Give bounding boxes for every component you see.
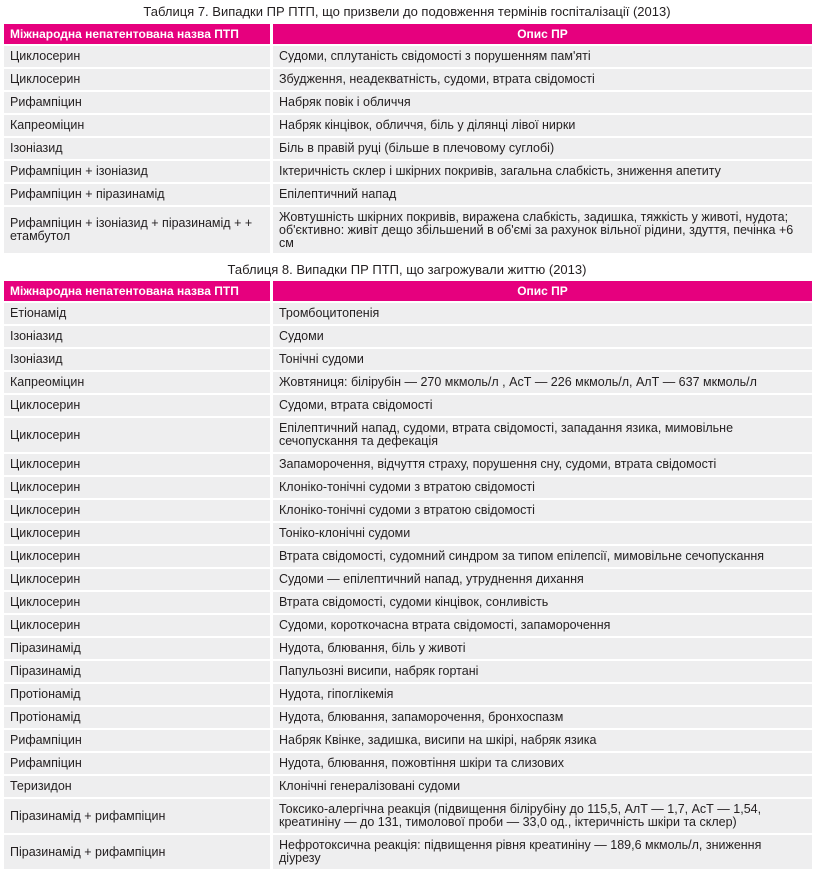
- drug-name-cell: Піразинамід + рифампіцин: [4, 835, 270, 869]
- table-row: [4, 138, 812, 159]
- reaction-description-cell: Збудження, неадекватність, судоми, втрата свідомості: [270, 69, 812, 90]
- column-header-name: Міжнародна непатентована назва ПТП: [4, 24, 270, 44]
- reaction-description-cell: Судоми, сплутаність свідомості з порушенням пам'яті: [270, 46, 812, 67]
- table-row: [4, 303, 812, 324]
- reaction-description-cell: Токсико-алергічна реакція (підвищення білірубіну до 115,5, АлТ — 1,7, АсТ — 1,54, креатиніну — до 131, тимолової проби — 33,0 од., іктеричність шкіри та склер): [270, 799, 812, 833]
- drug-name-cell: Ізоніазид: [4, 326, 270, 347]
- table7: [4, 22, 812, 255]
- table-row: [4, 753, 812, 774]
- table-row: [4, 615, 812, 636]
- table-row: [4, 638, 812, 659]
- drug-name-cell: Піразинамід: [4, 638, 270, 659]
- table-row: [4, 523, 812, 544]
- table-row: [4, 92, 812, 113]
- table8: [4, 279, 812, 871]
- table-row: [4, 592, 812, 613]
- table-row: [4, 730, 812, 751]
- drug-name-cell: Циклосерин: [4, 418, 270, 452]
- drug-name-cell: Рифампіцин: [4, 92, 270, 113]
- table8-caption: Таблиця 8. Випадки ПР ПТП, що загрожували життю (2013): [227, 262, 587, 277]
- reaction-description-cell: Епілептичний напад: [270, 184, 812, 205]
- table8-header-row: [4, 281, 812, 301]
- table-row: [4, 69, 812, 90]
- reaction-description-cell: Судоми, короткочасна втрата свідомості, запаморочення: [270, 615, 812, 636]
- table-row: [4, 454, 812, 475]
- drug-name-cell: Теризидон: [4, 776, 270, 797]
- drug-name-cell: Циклосерин: [4, 523, 270, 544]
- reaction-description-cell: Клоніко-тонічні судоми з втратою свідомості: [270, 500, 812, 521]
- drug-name-cell: Етіонамід: [4, 303, 270, 324]
- drug-name-cell: Протіонамід: [4, 684, 270, 705]
- table7-caption: Таблиця 7. Випадки ПР ПТП, що призвели до подовження термінів госпіталізації (2013): [143, 4, 671, 19]
- table-row: [4, 707, 812, 728]
- reaction-description-cell: Тромбоцитопенія: [270, 303, 812, 324]
- drug-name-cell: Ізоніазид: [4, 349, 270, 370]
- drug-name-cell: Циклосерин: [4, 546, 270, 567]
- drug-name-cell: Ізоніазид: [4, 138, 270, 159]
- reaction-description-cell: Папульозні висипи, набряк гортані: [270, 661, 812, 682]
- reaction-description-cell: Тоніко-клонічні судоми: [270, 523, 812, 544]
- table-row: [4, 161, 812, 182]
- table-row: [4, 546, 812, 567]
- table7-body: [4, 46, 812, 253]
- drug-name-cell: Капреоміцин: [4, 115, 270, 136]
- column-header-desc: Опис ПР: [270, 281, 812, 301]
- reaction-description-cell: Клонічні генералізовані судоми: [270, 776, 812, 797]
- reaction-description-cell: Жовтяниця: білірубін — 270 мкмоль/л , АсТ — 226 мкмоль/л, АлТ — 637 мкмоль/л: [270, 372, 812, 393]
- drug-name-cell: Циклосерин: [4, 454, 270, 475]
- table-row: [4, 326, 812, 347]
- reaction-description-cell: Набряк кінцівок, обличчя, біль у ділянці лівої нирки: [270, 115, 812, 136]
- reaction-description-cell: Біль в правій руці (більше в плечовому суглобі): [270, 138, 812, 159]
- reaction-description-cell: Набряк повік і обличчя: [270, 92, 812, 113]
- reaction-description-cell: Нефротоксична реакція: підвищення рівня креатиніну — 189,6 мкмоль/л, зниження діурезу: [270, 835, 812, 869]
- table-row: [4, 372, 812, 393]
- table-row: [4, 395, 812, 416]
- table-row: [4, 418, 812, 452]
- table-row: [4, 115, 812, 136]
- drug-name-cell: Піразинамід: [4, 661, 270, 682]
- table-row: [4, 184, 812, 205]
- reaction-description-cell: Нудота, гіпоглікемія: [270, 684, 812, 705]
- column-header-desc: Опис ПР: [270, 24, 812, 44]
- reaction-description-cell: Іктеричність склер і шкірних покривів, загальна слабкість, зниження апетиту: [270, 161, 812, 182]
- table7-header-row: [4, 24, 812, 44]
- table-row: [4, 835, 812, 869]
- table-row: [4, 776, 812, 797]
- table-row: [4, 569, 812, 590]
- drug-name-cell: Циклосерин: [4, 477, 270, 498]
- reaction-description-cell: Клоніко-тонічні судоми з втратою свідомості: [270, 477, 812, 498]
- drug-name-cell: Циклосерин: [4, 395, 270, 416]
- table-row: [4, 799, 812, 833]
- table-row: [4, 500, 812, 521]
- drug-name-cell: Циклосерин: [4, 615, 270, 636]
- drug-name-cell: Рифампіцин: [4, 730, 270, 751]
- reaction-description-cell: Втрата свідомості, судоми кінцівок, сонливість: [270, 592, 812, 613]
- drug-name-cell: Рифампіцин + ізоніазид + піразинамід + + етамбутол: [4, 207, 270, 253]
- drug-name-cell: Циклосерин: [4, 46, 270, 67]
- table-row: [4, 46, 812, 67]
- reaction-description-cell: Судоми — епілептичний напад, утруднення дихання: [270, 569, 812, 590]
- reaction-description-cell: Жовтушність шкірних покривів, виражена слабкість, задишка, тяжкість у животі, нудота; об'єктивно: живіт дещо збільшений в об'ємі за рахунок вільної рідини, здуття, печінка +6 см: [270, 207, 812, 253]
- table-row: [4, 477, 812, 498]
- reaction-description-cell: Нудота, блювання, біль у животі: [270, 638, 812, 659]
- drug-name-cell: Протіонамід: [4, 707, 270, 728]
- drug-name-cell: Циклосерин: [4, 500, 270, 521]
- drug-name-cell: Капреоміцин: [4, 372, 270, 393]
- reaction-description-cell: Нудота, блювання, запаморочення, бронхоспазм: [270, 707, 812, 728]
- reaction-description-cell: Нудота, блювання, пожовтіння шкіри та слизових: [270, 753, 812, 774]
- drug-name-cell: Циклосерин: [4, 69, 270, 90]
- column-header-name: Міжнародна непатентована назва ПТП: [4, 281, 270, 301]
- table8-body: [4, 303, 812, 869]
- reaction-description-cell: Судоми: [270, 326, 812, 347]
- reaction-description-cell: Епілептичний напад, судоми, втрата свідомості, западання язика, мимовільне сечопускання та дефекація: [270, 418, 812, 452]
- drug-name-cell: Рифампіцин + піразинамід: [4, 184, 270, 205]
- reaction-description-cell: Тонічні судоми: [270, 349, 812, 370]
- drug-name-cell: Піразинамід + рифампіцин: [4, 799, 270, 833]
- table-row: [4, 349, 812, 370]
- drug-name-cell: Рифампіцин + ізоніазид: [4, 161, 270, 182]
- drug-name-cell: Циклосерин: [4, 592, 270, 613]
- reaction-description-cell: Судоми, втрата свідомості: [270, 395, 812, 416]
- drug-name-cell: Циклосерин: [4, 569, 270, 590]
- table-row: [4, 684, 812, 705]
- table-row: [4, 207, 812, 253]
- reaction-description-cell: Набряк Квінке, задишка, висипи на шкірі, набряк язика: [270, 730, 812, 751]
- table-row: [4, 661, 812, 682]
- drug-name-cell: Рифампіцин: [4, 753, 270, 774]
- reaction-description-cell: Втрата свідомості, судомний синдром за типом епілепсії, мимовільне сечопускання: [270, 546, 812, 567]
- reaction-description-cell: Запаморочення, відчуття страху, порушення сну, судоми, втрата свідомості: [270, 454, 812, 475]
